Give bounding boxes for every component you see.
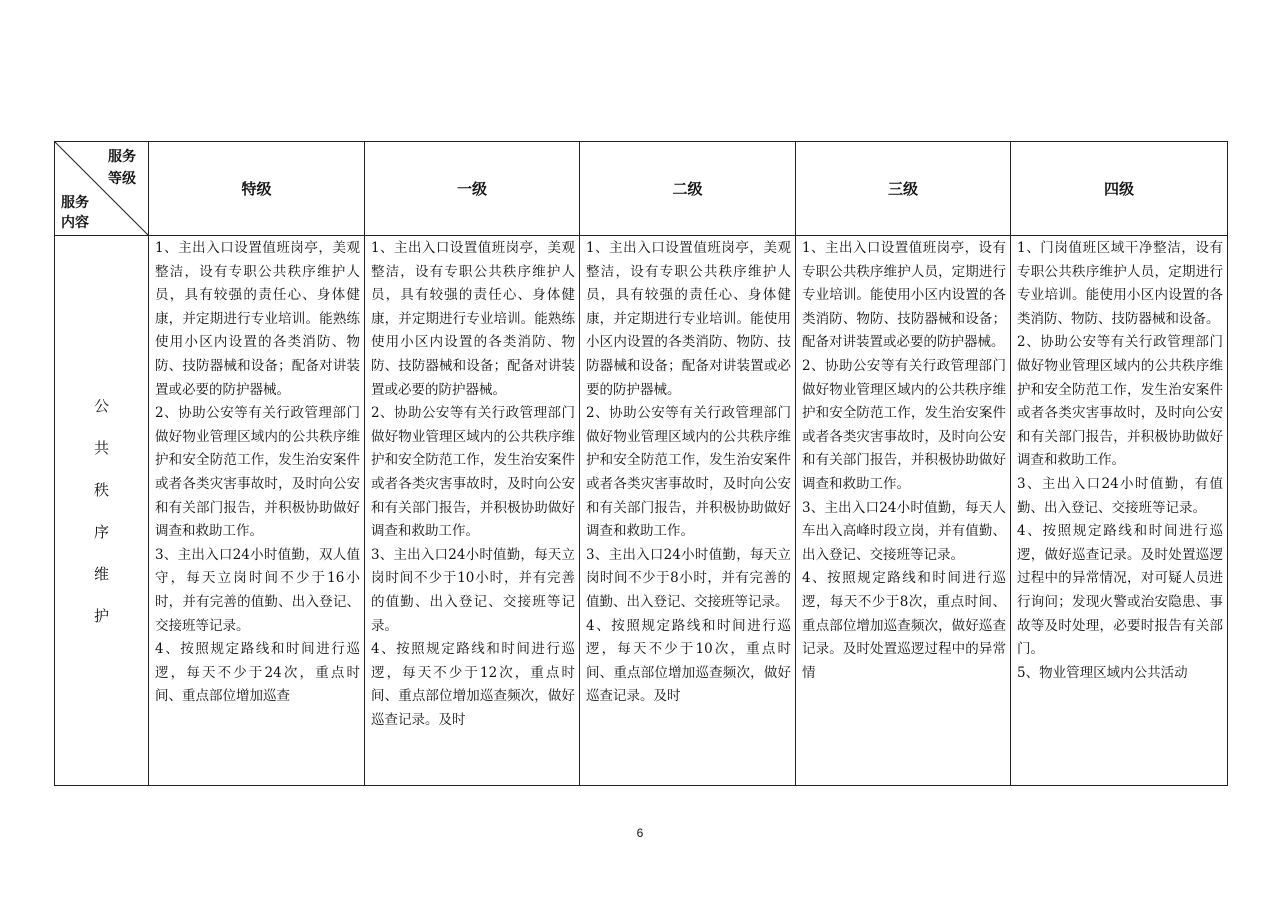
clause: 1、主出入口设置值班岗亭，美观整洁，设有专职公共秩序维护人员，具有较强的责任心、身体健康，并定期进行专业培训。能熟练使用小区内设置的各类消防、物防、技防器械和设备；配备对讲装置或必要的防护器械。 xyxy=(371,240,575,398)
clause: 4、按照规定路线和时间进行巡逻，做好巡查记录。及时处置巡逻过程中的异常情况，对可疑人员进行询问；发现火警或治安隐患、事故等及时处理，必要时报告有关部门。 xyxy=(1017,523,1223,658)
clause: 1、门岗值班区域干净整洁，设有专职公共秩序维护人员，定期进行专业培训。能使用小区内设置的各类消防、物防、技防器械和设备。 xyxy=(1017,240,1223,327)
corner-level-label: 服务 等级 xyxy=(108,149,136,187)
clause: 3、主出入口24小时值勤，每天立岗时间不少于8小时，并有完善的值勤、出入登记、交接班等记录。 xyxy=(586,546,791,610)
clause: 3、主出入口24小时值勤，每天人车出入高峰时段立岗，并有值勤、出入登记、交接班等记录。 xyxy=(802,499,1006,563)
level-header-third: 三级 xyxy=(796,142,1011,236)
clause: 1、主出入口设置值班岗亭，美观整洁，设有专职公共秩序维护人员，具有较强的责任心、身体健康，并定期进行专业培训。能熟练使用小区内设置的各类消防、物防、技防器械和设备；配备对讲装置或必要的防护器械。 xyxy=(155,240,360,398)
clause: 4、按照规定路线和时间进行巡逻，每天不少于8次，重点时间、重点部位增加巡查频次，做好巡查记录。及时处置巡逻过程中的异常情 xyxy=(802,570,1006,681)
level-header-special: 特级 xyxy=(149,142,365,236)
clause: 1、主出入口设置值班岗亭，设有专职公共秩序维护人员，定期进行专业培训。能使用小区内设置的各类消防、物防、技防器械和设备；配备对讲装置或必要的防护器械。 xyxy=(802,240,1006,351)
cell-second-level xyxy=(580,236,796,786)
clause: 2、协助公安等有关行政管理部门做好物业管理区域内的公共秩序维护和安全防范工作，发生治安案件或者各类灾害事故时，及时向公安和有关部门报告，并积极协助做好调查和救助工作。 xyxy=(371,405,575,540)
header-row xyxy=(55,142,1228,236)
clause: 3、主出入口24小时值勤，有值勤、出入登记、交接班等记录。 xyxy=(1017,475,1223,516)
public-order-row xyxy=(55,236,1228,786)
clause: 2、协助公安等有关行政管理部门做好物业管理区域内的公共秩序维护和安全防范工作，发生治安案件或者各类灾害事故时，及时向公安和有关部门报告，并积极协助做好调查和救助工作。 xyxy=(155,405,360,540)
cell-special-level xyxy=(149,236,365,786)
service-standard-table xyxy=(54,141,1228,786)
corner-content-label: 服务 内容 xyxy=(61,195,89,231)
cell-third-level xyxy=(796,236,1011,786)
service-standard-table-container xyxy=(54,141,1227,786)
clause: 2、协助公安等有关行政管理部门做好物业管理区域内的公共秩序维护和安全防范工作，发生治安案件或者各类灾害事故时，及时向公安和有关部门报告，并积极协助做好调查和救助工作。 xyxy=(1017,334,1223,469)
level-header-first: 一级 xyxy=(365,142,580,236)
clause: 5、物业管理区域内公共活动 xyxy=(1017,664,1188,681)
clause: 3、主出入口24小时值勤，双人值守，每天立岗时间不少于16小时，并有完善的值勤、出入登记、交接班等记录。 xyxy=(155,546,360,634)
cell-fourth-level xyxy=(1011,236,1228,786)
clause: 4、按照规定路线和时间进行巡逻，每天不少于24次，重点时间、重点部位增加巡查 xyxy=(155,641,360,705)
clause: 4、按照规定路线和时间进行巡逻，每天不少于12次，重点时间、重点部位增加巡查频次，做好巡查记录。及时 xyxy=(371,641,575,728)
cell-first-level xyxy=(365,236,580,786)
clause: 4、按照规定路线和时间进行巡逻，每天不少于10次，重点时间、重点部位增加巡查频次，做好巡查记录。及时 xyxy=(586,617,791,705)
category-cell-public-order: 公 共 秩 序 维 护 xyxy=(55,236,149,786)
corner-header-cell xyxy=(55,142,149,236)
page-number: 6 xyxy=(636,826,644,840)
level-header-second: 二级 xyxy=(580,142,796,236)
clause: 2、协助公安等有关行政管理部门做好物业管理区域内的公共秩序维护和安全防范工作，发生治安案件或者各类灾害事故时，及时向公安和有关部门报告，并积极协助做好调查和救助工作。 xyxy=(586,405,791,540)
clause: 2、协助公安等有关行政管理部门做好物业管理区域内的公共秩序维护和安全防范工作，发生治安案件或者各类灾害事故时，及时向公安和有关部门报告，并积极协助做好调查和救助工作。 xyxy=(802,357,1006,492)
clause: 3、主出入口24小时值勤，每天立岗时间不少于10小时，并有完善的值勤、出入登记、交接班等记录。 xyxy=(371,546,575,634)
level-header-fourth: 四级 xyxy=(1011,142,1228,236)
clause: 1、主出入口设置值班岗亭，美观整洁，设有专职公共秩序维护人员，具有较强的责任心、身体健康，并定期进行专业培训。能使用小区内设置的各类消防、物防、技防器械和设备；配备对讲装置或必要的防护器械。 xyxy=(586,240,791,398)
